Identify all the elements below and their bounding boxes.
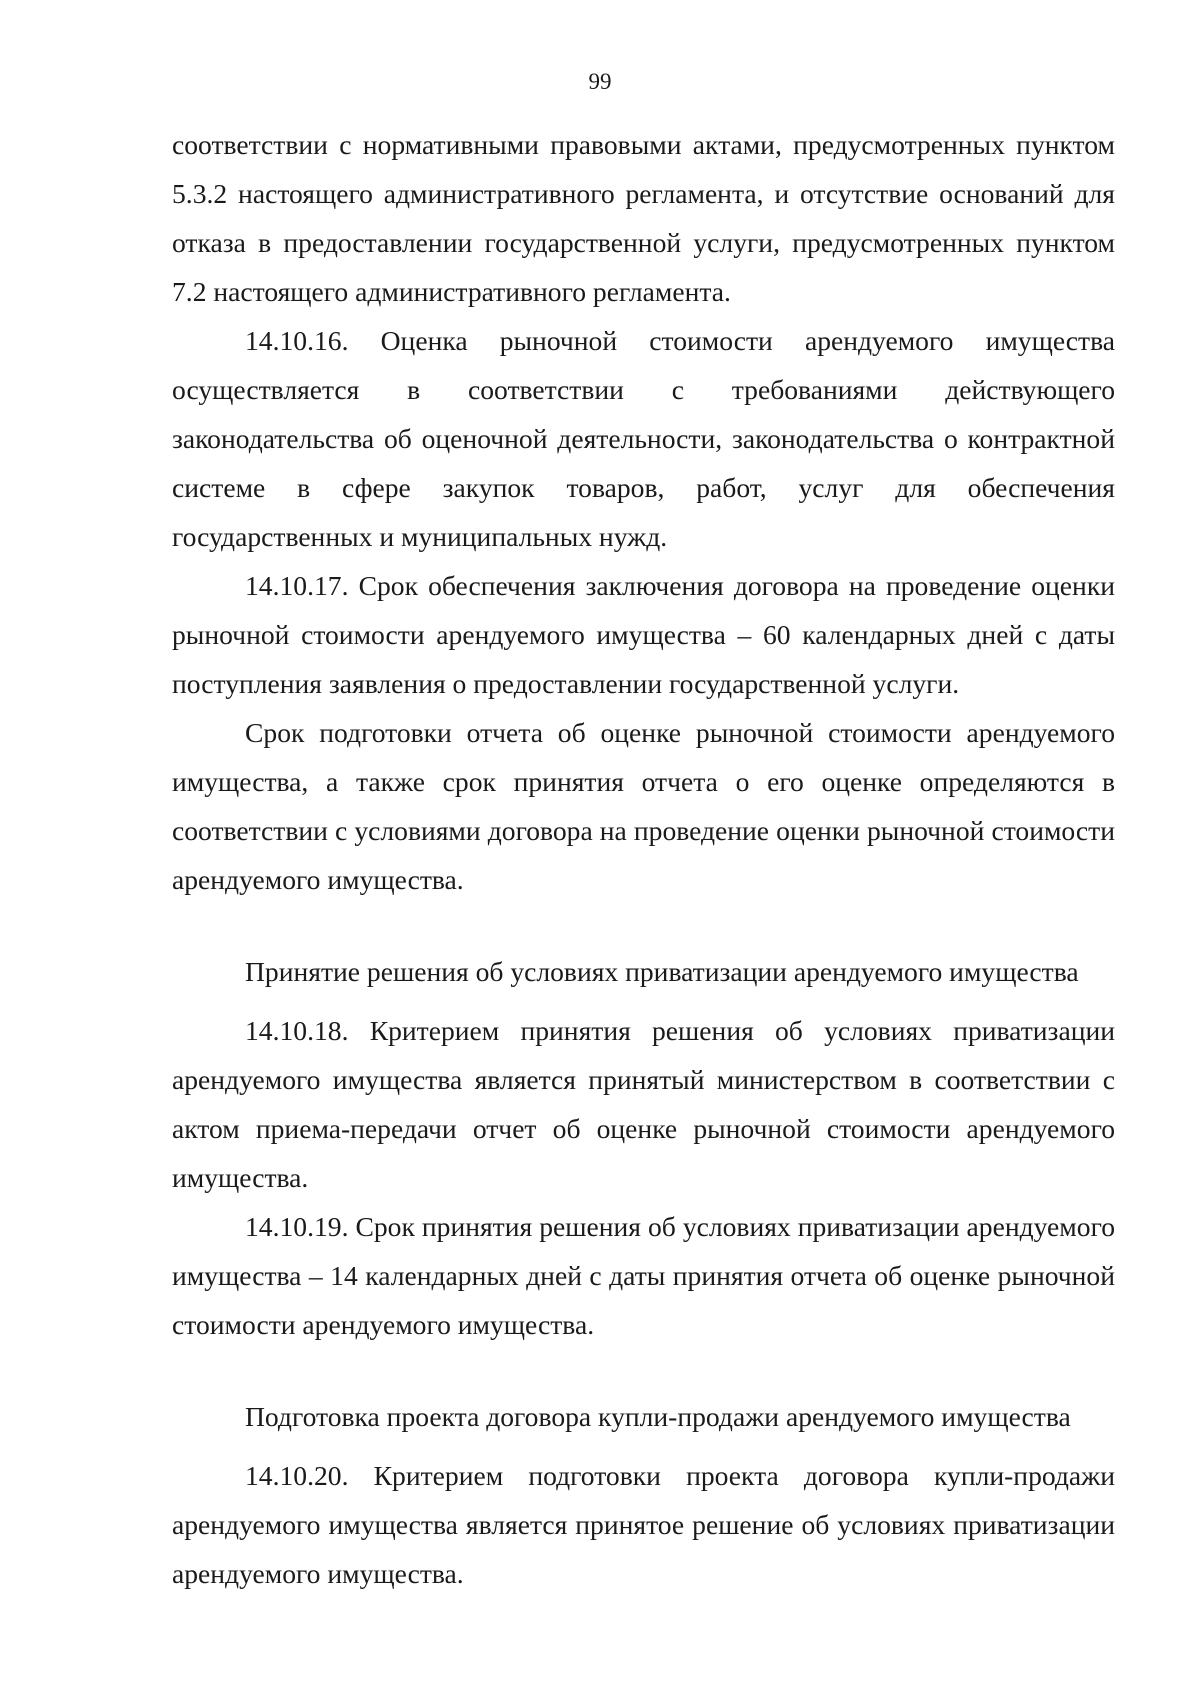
document-body (172, 120, 1115, 1598)
section-spacer (172, 1349, 1115, 1392)
section-heading-privatization-decision: Принятие решения об условиях приватизации арендуемого имущества (245, 956, 1079, 987)
section-spacer (172, 904, 1115, 947)
section-spacer (172, 996, 1115, 1006)
paragraph-report-deadline: Срок подготовки отчета об оценке рыночной стоимости арендуемого имущества, а также срок принятия отчета о его оценке определяются в соответствии с условиями договора на проведение оценки рыночной стоимости арендуемого имущества. (172, 717, 1115, 895)
page-number: 99 (588, 69, 612, 94)
section-spacer (172, 1441, 1115, 1451)
paragraph-14-10-17: 14.10.17. Срок обеспечения заключения договора на проведение оценки рыночной стоимости арендуемого имущества – 60 календарных дней с даты поступления заявления о предоставлении государственной услуги. (172, 570, 1115, 699)
paragraph-14-10-16: 14.10.16. Оценка рыночной стоимости арендуемого имущества осуществляется в соответствии с требованиями действующего законодательства об оценочной деятельности, законодательства о контрактной системе в сфере закупок товаров, работ, услуг для обеспечения государственных и муниципальных нужд. (172, 325, 1115, 552)
section-heading-sale-contract: Подготовка проекта договора купли-продажи арендуемого имущества (245, 1401, 1071, 1432)
paragraph-14-10-18: 14.10.18. Критерием принятия решения об условиях приватизации арендуемого имущества является принятый министерством в соответствии с актом приема-передачи отчет об оценке рыночной стоимости арендуемого имущества. (172, 1015, 1115, 1193)
paragraph-continuation: соответствии с нормативными правовыми актами, предусмотренных пунктом 5.3.2 настоящего административного регламента, и отсутствие оснований для отказа в предоставлении государственной услуги, предусмотренных пунктом 7.2 настоящего административного регламента. (172, 129, 1115, 307)
paragraph-14-10-20: 14.10.20. Критерием подготовки проекта договора купли-продажи арендуемого имущества является принятое решение об условиях приватизации арендуемого имущества. (172, 1460, 1115, 1589)
paragraph-14-10-19: 14.10.19. Срок принятия решения об условиях приватизации арендуемого имущества – 14 календарных дней с даты принятия отчета об оценке рыночной стоимости арендуемого имущества. (172, 1211, 1115, 1340)
